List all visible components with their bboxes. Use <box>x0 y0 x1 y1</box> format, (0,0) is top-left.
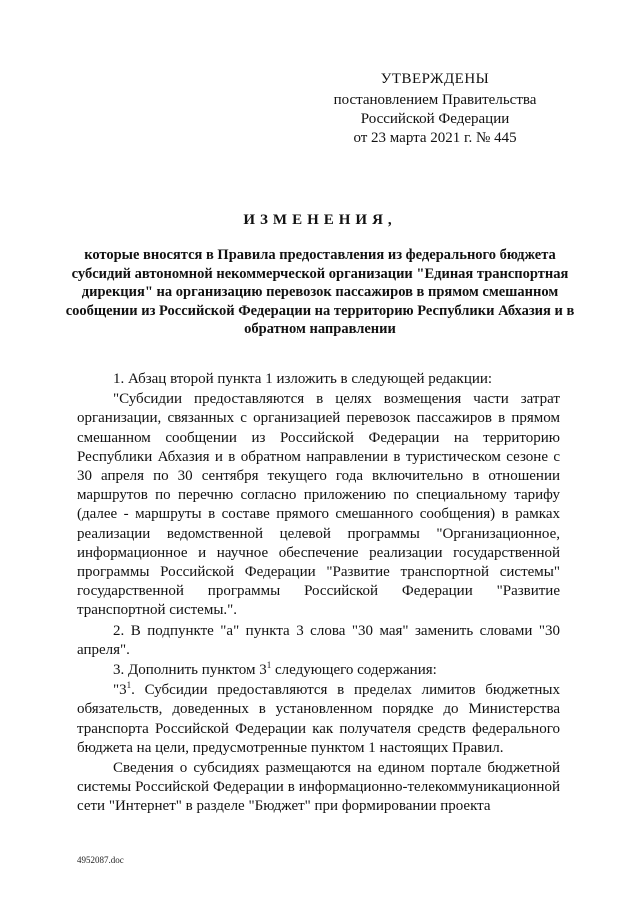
paragraph-5-text-b: . Субсидии предоставляются в пределах лимитов бюджетных обязательств, доведенных в установленном порядке до Министерства транспорта Российской Федерации как получателя средств федерального бюджета на цели, предусмотренные пунктом 1 настоящих Правил. <box>77 682 560 756</box>
document-title: ИЗМЕНЕНИЯ, <box>243 212 397 228</box>
paragraph-1: 1. Абзац второй пункта 1 изложить в следующей редакции: <box>113 371 493 387</box>
paragraph-4-superscript: 1 <box>266 660 272 671</box>
paragraph-5-text-a: "3 <box>113 682 127 699</box>
approval-block <box>300 70 570 148</box>
document-subtitle: которые вносятся в Правила предоставления из федерального бюджета субсидий автономной некоммерческой организации "Единая транспортная дирекция" на организацию перевозок пассажиров в прямом смешанном сообщении из Российской Федерации на территорию Республики Абхазия и в обратном направлении <box>65 247 575 337</box>
paragraph-2: "Субсидии предоставляются в целях возмещения части затрат организации, связанных с организацией перевозок пассажиров в прямом смешанном сообщении из Российской Федерации на территорию Республики Абхазия и в обратном направлении в туристическом сезоне с 30 апреля по 30 сентября текущего года включительно в отношении маршрутов по перечню согласно приложению по специальному тарифу (далее - маршруты в составе прямого смешанного сообщения) в рамках реализации ведомственной целевой программы "Организационное, информационное и научное обеспечение реализации государственной программы Российской Федерации "Развитие транспортной системы" государственной программы Российской Федерации "Развитие транспортной системы.". <box>77 391 560 619</box>
paragraph-6: Сведения о субсидиях размещаются на едином портале бюджетной системы Российской Федерации в информационно-телекоммуникационной сети "Интернет" в разделе "Бюджет" при формировании проекта <box>77 760 560 815</box>
paragraph-3: 2. В подпункте "а" пункта 3 слова "30 мая" заменить словами "30 апреля". <box>77 622 560 658</box>
approval-line-2: Российской Федерации <box>360 111 510 127</box>
paragraph-4-text-b: следующего содержания: <box>271 662 437 679</box>
paragraph-5 <box>77 681 560 758</box>
paragraph-5-superscript: 1 <box>126 680 132 691</box>
paragraph-4-text-a: 3. Дополнить пунктом 3 <box>113 662 267 679</box>
paragraph-4 <box>77 661 560 680</box>
file-reference: 4952087.doc <box>77 855 124 865</box>
approval-line-1: постановлением Правительства <box>333 92 537 108</box>
document-body <box>77 370 560 817</box>
approval-line-3: от 23 марта 2021 г. № 445 <box>353 130 517 146</box>
approval-title: УТВЕРЖДЕНЫ <box>380 71 490 87</box>
